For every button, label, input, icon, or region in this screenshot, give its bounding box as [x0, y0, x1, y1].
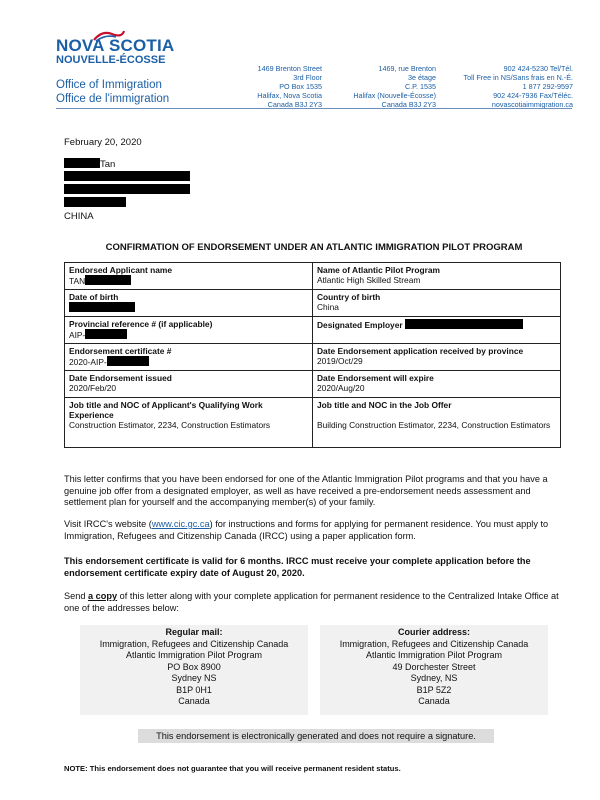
endorsement-table: [64, 262, 561, 448]
paragraph-endorsement: This letter confirms that you have been endorsed for one of the Atlantic Immigration Pilot programs and that you have a genuine job offer from a designated employer, as well as have received a pre-endorsement needs assessment and settlement plan for yourself and the accompanying member(s) of your family.: [64, 474, 548, 507]
contact-line: Toll Free in NS/Sans frais en N.-É.: [463, 73, 573, 82]
office-name: [56, 78, 169, 106]
cell-label: Date Endorsement issued: [69, 373, 172, 383]
table-cell: [65, 263, 313, 290]
cell-label: Endorsement certificate #: [69, 346, 172, 356]
cell-value: 2020/Feb/20: [69, 383, 117, 393]
address-line: Sydney NS: [171, 673, 217, 683]
cell-label: Endorsed Applicant name: [69, 265, 172, 275]
redaction: [107, 356, 149, 366]
table-cell: [65, 398, 313, 448]
cell-value: [69, 275, 308, 286]
flag-swirl-icon: [92, 28, 126, 42]
address-line: 49 Dorchester Street: [392, 661, 476, 672]
table-cell: [65, 317, 313, 344]
letter-date: February 20, 2020: [64, 137, 142, 148]
recipient-name: [64, 158, 190, 171]
redaction: [64, 197, 126, 207]
cell-value: 2020/Aug/20: [317, 383, 365, 393]
address-line: C.P. 1535: [404, 82, 436, 91]
cell-label: Job title and NOC of Applicant's Qualifying Work Experience: [69, 400, 263, 420]
cell-value: Construction Estimator, 2234, Construction Estimators: [69, 420, 271, 430]
address-english: [232, 64, 322, 109]
address-line: 3rd Floor: [293, 73, 322, 82]
header-divider: [56, 108, 572, 109]
regular-mail-address: [80, 625, 308, 715]
ircc-website-link[interactable]: www.cic.gc.ca: [151, 519, 210, 529]
address-line: Immigration, Refugees and Citizenship Canada: [99, 638, 289, 649]
redaction: [69, 302, 135, 312]
cell-label: Date of birth: [69, 292, 119, 302]
redaction: [85, 329, 127, 339]
table-cell: [313, 263, 561, 290]
cell-label: Country of birth: [317, 292, 381, 302]
table-cell: [65, 344, 313, 371]
table-cell: [65, 371, 313, 398]
cell-value: Atlantic High Skilled Stream: [317, 275, 421, 285]
table-row: [65, 371, 561, 398]
address-line: Canada: [178, 696, 210, 706]
cell-value: [69, 356, 308, 367]
table-row: [65, 398, 561, 448]
paragraph-send-copy: [64, 591, 564, 614]
contact-line: 902 424-5230 Tel/Tél.: [503, 64, 573, 73]
recipient-address-line: [64, 184, 190, 197]
address-line: Canada B3J 2Y3: [267, 100, 322, 109]
website-text: novascotiaimmigration.ca: [491, 100, 573, 109]
table-row: [65, 290, 561, 317]
address-line: Canada B3J 2Y3: [381, 100, 436, 109]
applicant-surname: TAN: [69, 276, 86, 286]
redaction: [64, 171, 190, 181]
cell-label: Date Endorsement application received by province: [317, 346, 524, 356]
cell-label: Date Endorsement will expire: [317, 373, 434, 383]
address-french: [336, 64, 436, 109]
contact-info: [448, 64, 573, 109]
redaction: [405, 319, 523, 329]
reference-prefix: AIP-: [69, 330, 86, 340]
address-line: Halifax, Nova Scotia: [257, 91, 322, 100]
address-line: PO Box 1535: [279, 82, 322, 91]
nova-scotia-logo: [56, 38, 181, 66]
logo-main-text: NOVA SCOTIA: [56, 36, 175, 55]
text-run: ) for instructions and forms for applying for permanent residence. You must apply to Immigration, Refugees and Citizenship Canada (IRCC) using a paper application form.: [64, 519, 549, 541]
redaction: [64, 158, 100, 168]
paragraph-validity: This endorsement certificate is valid for 6 months. IRCC must receive your complete application before the endorsement certificate expiry date of August 20, 2020.: [64, 556, 531, 578]
table-cell: [313, 317, 561, 344]
recipient-address-line: [64, 197, 190, 210]
certificate-prefix: 2020-AIP-: [69, 357, 107, 367]
contact-line: 902 424-7936 Fax/Téléc.: [493, 91, 573, 100]
courier-title: Courier address:: [397, 627, 471, 637]
address-line: Atlantic Immigration Pilot Program: [125, 650, 263, 660]
table-row: [65, 263, 561, 290]
cell-value: Building Construction Estimator, 2234, Construction Estimators: [317, 420, 551, 430]
cell-label: [317, 319, 556, 330]
logo-sub-text: NOUVELLE-ÉCOSSE: [56, 54, 166, 66]
table-cell: [313, 371, 561, 398]
address-line: B1P 5Z2: [416, 684, 452, 695]
recipient-address-line: [64, 171, 190, 184]
office-name-en: Office of Immigration: [56, 79, 162, 91]
table-cell: [313, 290, 561, 317]
address-line: Canada: [418, 696, 450, 706]
cell-label: Provincial reference # (if applicable): [69, 319, 213, 329]
document-title: CONFIRMATION OF ENDORSEMENT UNDER AN ATLANTIC IMMIGRATION PILOT PROGRAM: [105, 242, 523, 253]
paragraph-ircc: [64, 519, 564, 542]
contact-line: 1 877 292-9597: [522, 82, 573, 91]
recipient-surname: Tan: [100, 159, 116, 170]
address-line: Sydney, NS: [410, 673, 458, 683]
address-line: B1P 0H1: [176, 684, 212, 695]
table-cell: [313, 344, 561, 371]
redaction: [85, 275, 131, 285]
employer-label-text: Designated Employer: [317, 320, 403, 330]
cell-value: [69, 302, 308, 313]
address-line: 3e étage: [408, 73, 436, 82]
regular-mail-title: Regular mail:: [165, 627, 223, 637]
emphasis-text: a copy: [88, 591, 118, 601]
cell-value: 2019/Oct/29: [317, 356, 363, 366]
cell-value: [69, 329, 308, 340]
redaction: [64, 184, 190, 194]
courier-address: [320, 625, 548, 715]
address-line: Immigration, Refugees and Citizenship Canada: [339, 638, 529, 649]
address-line: 1469 Brenton Street: [257, 64, 322, 73]
recipient-block: [64, 158, 190, 223]
table-cell: [313, 398, 561, 448]
cell-label: Job title and NOC in the Job Offer: [317, 400, 452, 410]
address-line: 1469, rue Brenton: [378, 64, 436, 73]
address-line: Atlantic Immigration Pilot Program: [365, 650, 503, 660]
cell-value: China: [317, 302, 339, 312]
address-line: PO Box 8900: [167, 661, 221, 672]
electronic-signature-notice: This endorsement is electronically generated and does not require a signature.: [138, 729, 494, 743]
table-cell: [65, 290, 313, 317]
text-run: Send: [64, 591, 89, 601]
text-run: Visit IRCC's website (: [64, 519, 152, 529]
cell-label: Name of Atlantic Pilot Program: [317, 265, 441, 275]
table-row: [65, 317, 561, 344]
recipient-country: CHINA: [64, 211, 94, 222]
office-name-fr: Office de l'immigration: [56, 93, 170, 105]
table-row: [65, 344, 561, 371]
address-line: Halifax (Nouvelle-Écosse): [353, 91, 436, 100]
text-run: of this letter along with your complete application for permanent residence to the Centralized Intake Office at one of the addresses below:: [64, 591, 559, 613]
footer-note: NOTE: This endorsement does not guarantee that you will receive permanent resident status.: [64, 764, 401, 773]
